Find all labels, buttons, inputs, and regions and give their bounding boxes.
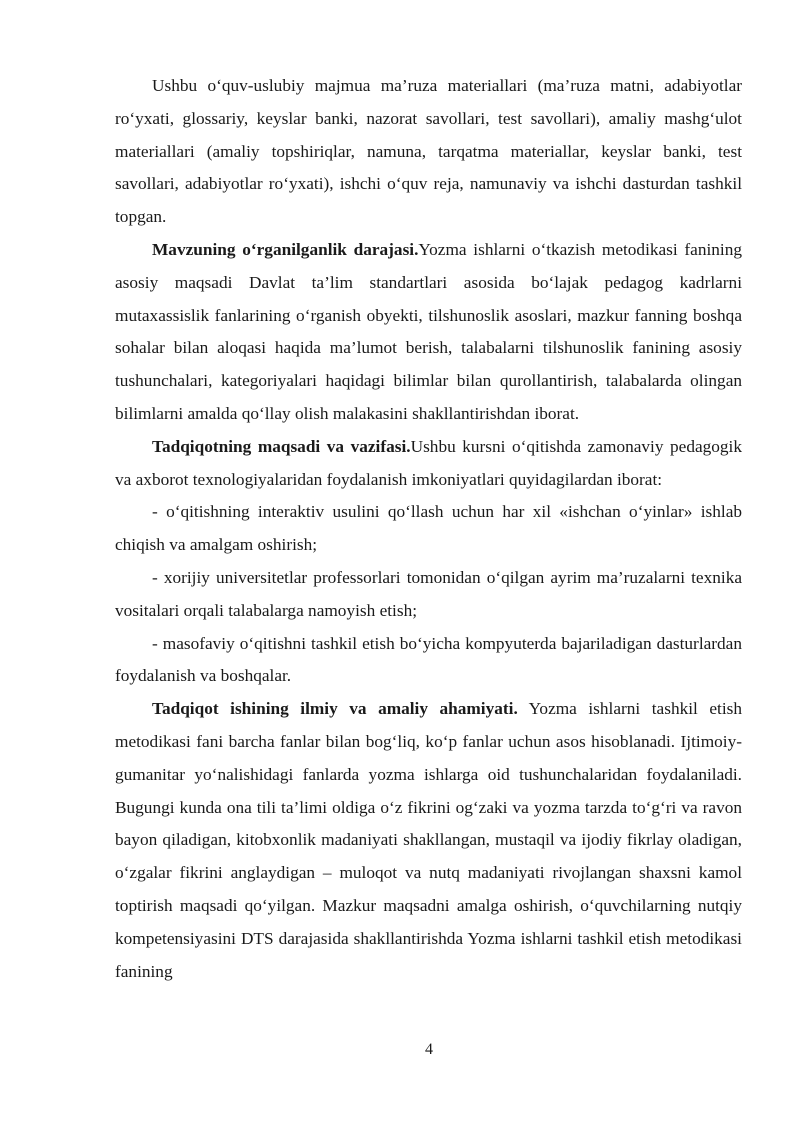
section-heading: Tadqiqotning maqsadi va vazifasi. [152,436,411,456]
section-heading: Tadqiqot ishining ilmiy va amaliy ahamiyati. [152,699,518,719]
paragraph-intro [115,70,742,234]
list-item-text: - xorijiy universitetlar professorlari tomonidan o‘qilgan ayrim ma’ruzalarni texnika vositalari orqali talabalarga namoyish etish; [115,567,742,620]
list-item [115,628,742,694]
list-item-text: - masofaviy o‘qitishni tashkil etish bo‘yicha kompyuterda bajariladigan dasturlardan foydalanish va boshqalar. [115,633,742,686]
list-item [115,496,742,562]
section-heading: Mavzuning o‘rganilganlik darajasi. [152,239,419,259]
list-item [115,562,742,628]
page-number: 4 [425,1041,433,1058]
paragraph-text: Ushbu kursni o‘qitishda zamonaviy pedagogik va axborot texnologiyalaridan foydalanish imkoniyatlari quyidagilardan iborat: [115,436,742,489]
paragraph-text: Yozma ishlarni o‘tkazish metodikasi fanining asosiy maqsadi Davlat ta’lim standartlari asosida bo‘lajak pedagog kadrlarni mutaxassislik fanlarining o‘rganish obyekti, tilshunoslik asoslari, mazkur fanning boshqa sohalar bilan aloqasi haqida ma’lumot berish, talabalarni tilshunoslik fanining asosiy tushunchalari, kategoriyalari haqidagi bilimlar bilan qurollantirish, talabalarda olingan bilimlarni amalda qo‘llay olish malakasini shakllantirishdan iborat. [115,239,742,423]
list-item-text: - o‘qitishning interaktiv usulini qo‘llash uchun har xil «ishchan o‘yinlar» ishlab chiqish va amalgam oshirish; [115,502,742,555]
paragraph-research-goal [115,431,742,497]
paragraph-study-level [115,234,742,431]
paragraph-text: Ushbu o‘quv-uslubiy majmua ma’ruza materiallari (ma’ruza matni, adabiyotlar ro‘yxati, glossariy, keyslar banki, nazorat savollari, test savollari), amaliy mashg‘ulot materiallari (amaliy topshiriqlar, namuna, tarqatma materiallar, keyslar banki, test savollari, adabiyotlar ro‘yxati), ishchi o‘quv reja, namunaviy va ishchi dasturdan tashkil topgan. [115,76,742,227]
page-body [115,70,742,988]
paragraph-text: Yozma ishlarni tashkil etish metodikasi fani barcha fanlar bilan bog‘liq, ko‘p fanlar uchun asos hisoblanadi. Ijtimoiy-gumanitar yo‘nalishidagi fanlarda yozma ishlarga oid tushunchalaridan foydalaniladi. Bugungi kunda ona tili ta’limi oldiga o‘z fikrini og‘zaki va yozma tarzda to‘g‘ri va ravon bayon qiladigan, kitobxonlik madaniyati shakllangan, mustaqil va ijodiy fikrlay oladigan, o‘zgalar fikrini anglaydigan – muloqot va nutq madaniyati rivojlangan shaxsni kamol toptirish maqsadi qo‘yilgan. Mazkur maqsadni amalga oshirish, o‘quvchilarning nutqiy kompetensiyasini DTS darajasida shakllantirishda Yozma ishlarni tashkil etish metodikasi fanining [115,699,743,981]
paragraph-significance [115,693,742,988]
